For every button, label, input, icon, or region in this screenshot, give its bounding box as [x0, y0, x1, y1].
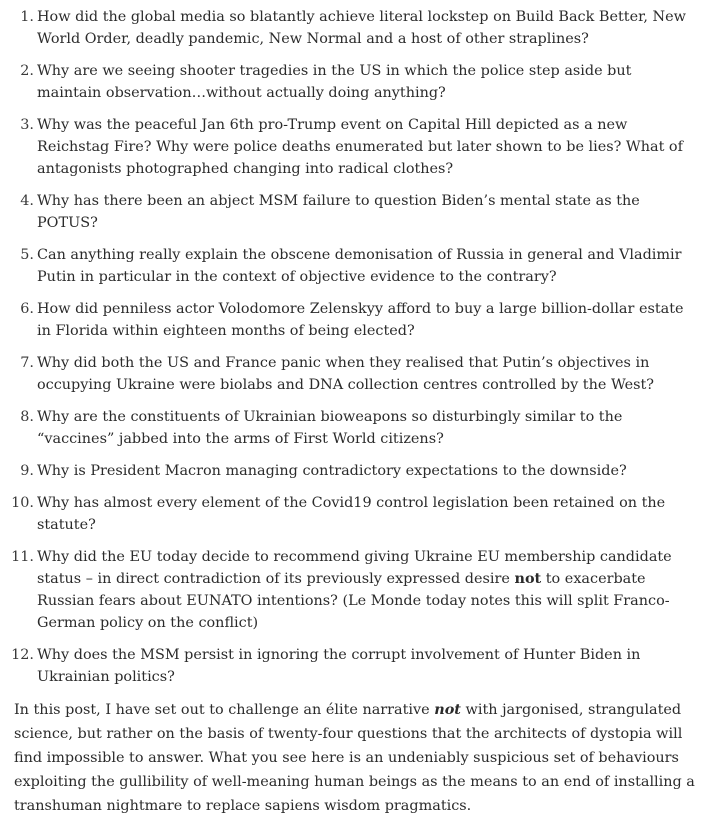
question-number: 7.	[20, 355, 34, 371]
question-number: 9.	[20, 463, 34, 479]
question-item-2	[0, 60, 708, 104]
question-text-part: to exacerbate Russian fears about EUNATO intentions? (Le Monde today notes this will split Franco-German policy on the conflict)	[37, 571, 670, 631]
question-text: Why has almost every element of the Covid19 control legislation been retained on the statute?	[37, 495, 666, 533]
question-text: Why are the constituents of Ukrainian bioweapons so disturbingly similar to the “vaccines” jabbed into the arms of First World citizens?	[37, 409, 623, 447]
question-text	[37, 546, 700, 634]
question-item-4	[0, 190, 708, 234]
question-number: 4.	[20, 193, 34, 209]
question-item-12	[0, 644, 708, 688]
question-item-7	[0, 352, 708, 396]
question-number: 11.	[11, 549, 34, 565]
question-text-part: Why did the EU today decide to recommend giving Ukraine EU membership candidate status – in direct contradiction of its previously expressed desire	[37, 549, 672, 587]
question-item-5	[0, 244, 708, 288]
question-item-9	[0, 460, 708, 482]
closing-text-part: with jargonised, strangulated science, but rather on the basis of twenty-four questions that the architects of dystopia will find impossible to answer. What you see here is an undeniably suspicious set of behaviours exploiting the gullibility of well-meaning human beings as the means to an end of installing a transhuman nightmare to replace sapiens wisdom pragmatics.	[14, 702, 695, 814]
question-text: Why did both the US and France panic when they realised that Putin’s objectives in occupying Ukraine were biolabs and DNA collection centres controlled by the West?	[37, 355, 654, 393]
question-number: 5.	[20, 247, 34, 263]
question-text: Why has there been an abject MSM failure to question Biden’s mental state as the POTUS?	[37, 193, 640, 231]
question-number: 8.	[20, 409, 34, 425]
question-item-10	[0, 492, 708, 536]
question-number: 6.	[20, 301, 34, 317]
question-number: 3.	[20, 117, 34, 133]
question-text: Why does the MSM persist in ignoring the corrupt involvement of Hunter Biden in Ukrainian politics?	[37, 647, 641, 685]
question-text: Can anything really explain the obscene demonisation of Russia in general and Vladimir Putin in particular in the context of objective evidence to the contrary?	[37, 247, 682, 285]
question-number: 2.	[20, 63, 34, 79]
question-item-1	[0, 6, 708, 50]
question-text: Why is President Macron managing contradictory expectations to the downside?	[37, 463, 627, 479]
question-item-3	[0, 114, 708, 180]
question-text: How did the global media so blatantly achieve literal lockstep on Build Back Better, New World Order, deadly pandemic, New Normal and a host of other straplines?	[37, 9, 686, 47]
question-item-6	[0, 298, 708, 342]
question-item-11	[0, 546, 708, 634]
question-number: 12.	[11, 647, 34, 663]
question-number: 10.	[11, 495, 34, 511]
question-text: How did penniless actor Volodomore Zelenskyy afford to buy a large billion-dollar estate in Florida within eighteen months of being elected?	[37, 301, 684, 339]
emphasis-not: not	[514, 570, 542, 587]
closing-paragraph	[0, 698, 708, 818]
question-number: 1.	[20, 9, 34, 25]
closing-text-part: In this post, I have set out to challenge an élite narrative	[14, 702, 435, 718]
question-text: Why was the peaceful Jan 6th pro-Trump event on Capital Hill depicted as a new Reichstag Fire? Why were police deaths enumerated but later shown to be lies? What of antagonists photographed changing into radical clothes?	[37, 117, 683, 177]
question-item-8	[0, 406, 708, 450]
question-list	[0, 6, 708, 688]
emphasis-not: not	[434, 701, 461, 718]
question-text: Why are we seeing shooter tragedies in the US in which the police step aside but maintain observation…without actually doing anything?	[37, 63, 632, 101]
